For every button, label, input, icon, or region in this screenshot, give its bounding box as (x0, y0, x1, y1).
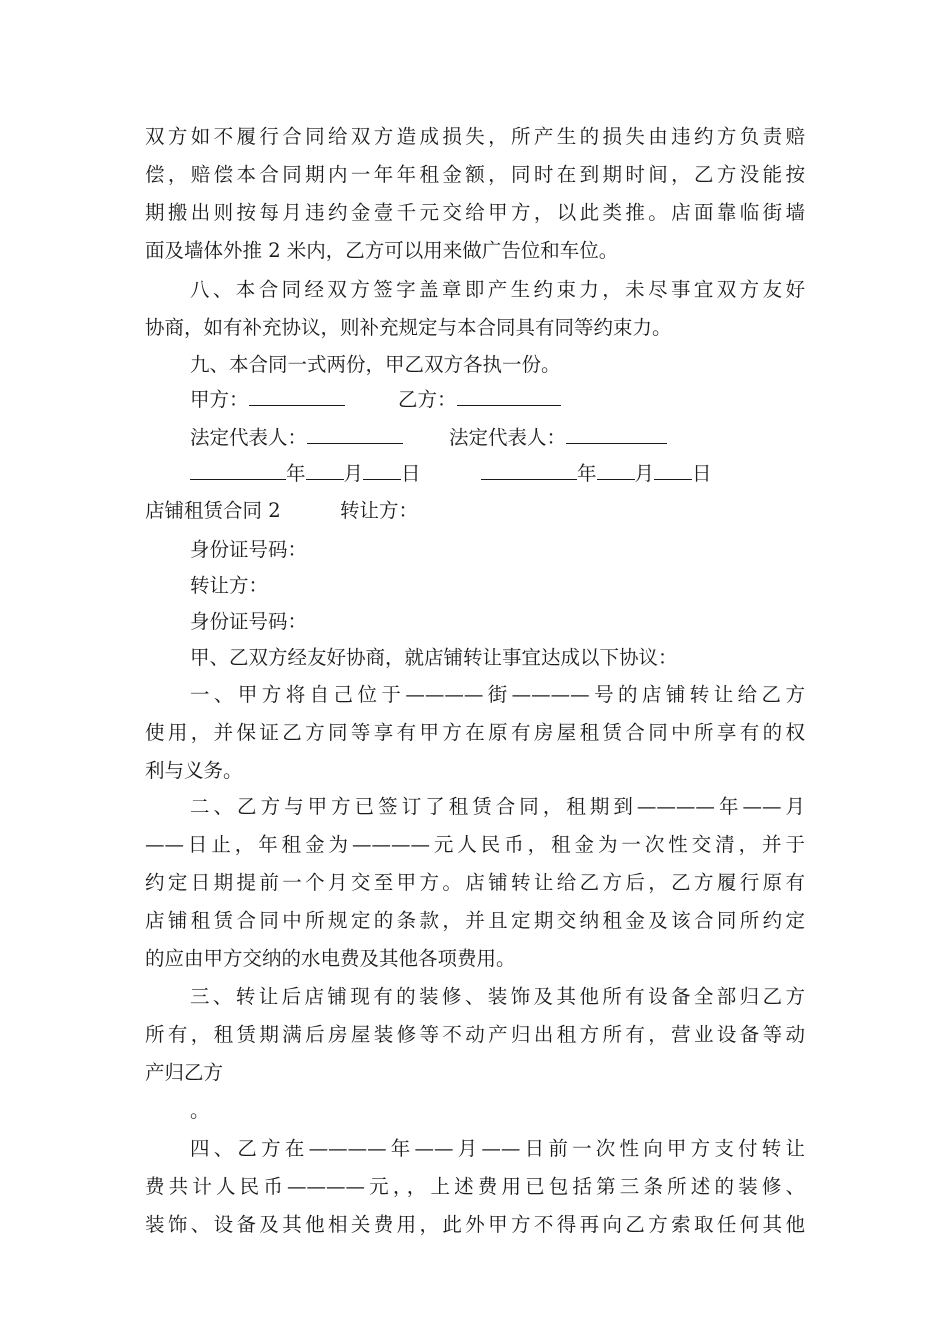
day-label: 日 (692, 462, 712, 485)
date-a (190, 458, 421, 486)
paragraph-line: 。 (190, 1099, 210, 1122)
day-label: 日 (401, 462, 421, 485)
id-number-label: 身份证号码： (190, 610, 308, 633)
party-a-signature (190, 384, 345, 412)
paragraph-line: 面及墙体外推 2 米内，乙方可以用来做广告位和车位。 (145, 239, 619, 262)
rep-a-signature (190, 422, 403, 450)
rep-a-label: 法定代表人： (190, 426, 308, 449)
contract-two-title: 店铺租赁合同 2 (145, 499, 281, 522)
paragraph-line: 利与义务。 (145, 759, 243, 782)
clause-three-line: 三、转让后店铺现有的装修、装饰及其他所有设备全部归乙方 (190, 985, 805, 1008)
rep-b-signature (449, 422, 667, 450)
year-blank (190, 461, 286, 480)
clause-one-line: 一、甲方将自己位于————街————号的店铺转让给乙方 (190, 683, 805, 706)
day-blank (363, 461, 401, 480)
paragraph-line: 所有，租赁期满后房屋装修等不动产归出租方所有，营业设备等动 (145, 1023, 805, 1046)
month-label: 月 (634, 462, 655, 485)
year-label: 年 (286, 462, 306, 485)
paragraph-line: 期搬出则按每月违约金壹千元交给甲方，以此类推。店面靠临街墙 (145, 201, 805, 224)
year-label: 年 (577, 462, 597, 485)
agreement-intro: 甲、乙双方经友好协商，就店铺转让事宜达成以下协议： (190, 646, 678, 669)
rep-b-label: 法定代表人： (449, 426, 567, 449)
date-b (481, 458, 712, 486)
paragraph-line: 的应由甲方交纳的水电费及其他各项费用。 (145, 947, 516, 970)
paragraph-line: 协商，如有补充协议，则补充规定与本合同具有同等约束力。 (145, 316, 672, 339)
rep-b-blank (566, 425, 667, 444)
year-blank (481, 461, 577, 480)
paragraph-line: 双方如不履行合同给双方造成损失，所产生的损失由违约方负责赔 (145, 125, 805, 148)
clause-nine-line: 九、本合同一式两份，甲乙双方各执一份。 (190, 353, 561, 376)
month-blank (597, 461, 635, 480)
transferee-label: 转让方： (190, 574, 269, 597)
paragraph-line: 约定日期提前一个月交至甲方。店铺转让给乙方后，乙方履行原有 (145, 871, 805, 894)
month-label: 月 (343, 462, 364, 485)
paragraph-line: 产归乙方 (145, 1061, 224, 1084)
month-blank (306, 461, 344, 480)
party-a-label: 甲方： (190, 388, 249, 411)
clause-eight-line: 八、本合同经双方签字盖章即产生约束力，未尽事宜双方友好 (190, 278, 805, 301)
transferor-label: 转让方： (340, 499, 419, 522)
paragraph-line: 装饰、设备及其他相关费用，此外甲方不得再向乙方索取任何其他 (145, 1213, 805, 1236)
paragraph-line: 偿，赔偿本合同期内一年年租金额，同时在到期时间，乙方没能按 (145, 163, 805, 186)
id-number-label: 身份证号码： (190, 538, 308, 561)
clause-four-line: 四、乙方在————年——月——日前一次性向甲方支付转让 (190, 1137, 805, 1160)
clause-two-line: 二、乙方与甲方已签订了租赁合同，租期到————年——月 (190, 795, 805, 818)
day-blank (654, 461, 692, 480)
party-b-signature (398, 384, 561, 412)
paragraph-line: 店铺租赁合同中所规定的条款，并且定期交纳租金及该合同所约定 (145, 909, 805, 932)
party-a-blank (249, 387, 345, 406)
party-b-blank (457, 387, 561, 406)
paragraph-line: 费共计人民币————元，，上述费用已包括第三条所述的装修、 (145, 1175, 805, 1198)
party-b-label: 乙方： (398, 388, 457, 411)
paragraph-line: 使用，并保证乙方同等享有甲方在原有房屋租赁合同中所享有的权 (145, 721, 805, 744)
paragraph-line: ——日止，年租金为————元人民币，租金为一次性交清，并于 (145, 833, 805, 856)
rep-a-blank (307, 425, 403, 444)
